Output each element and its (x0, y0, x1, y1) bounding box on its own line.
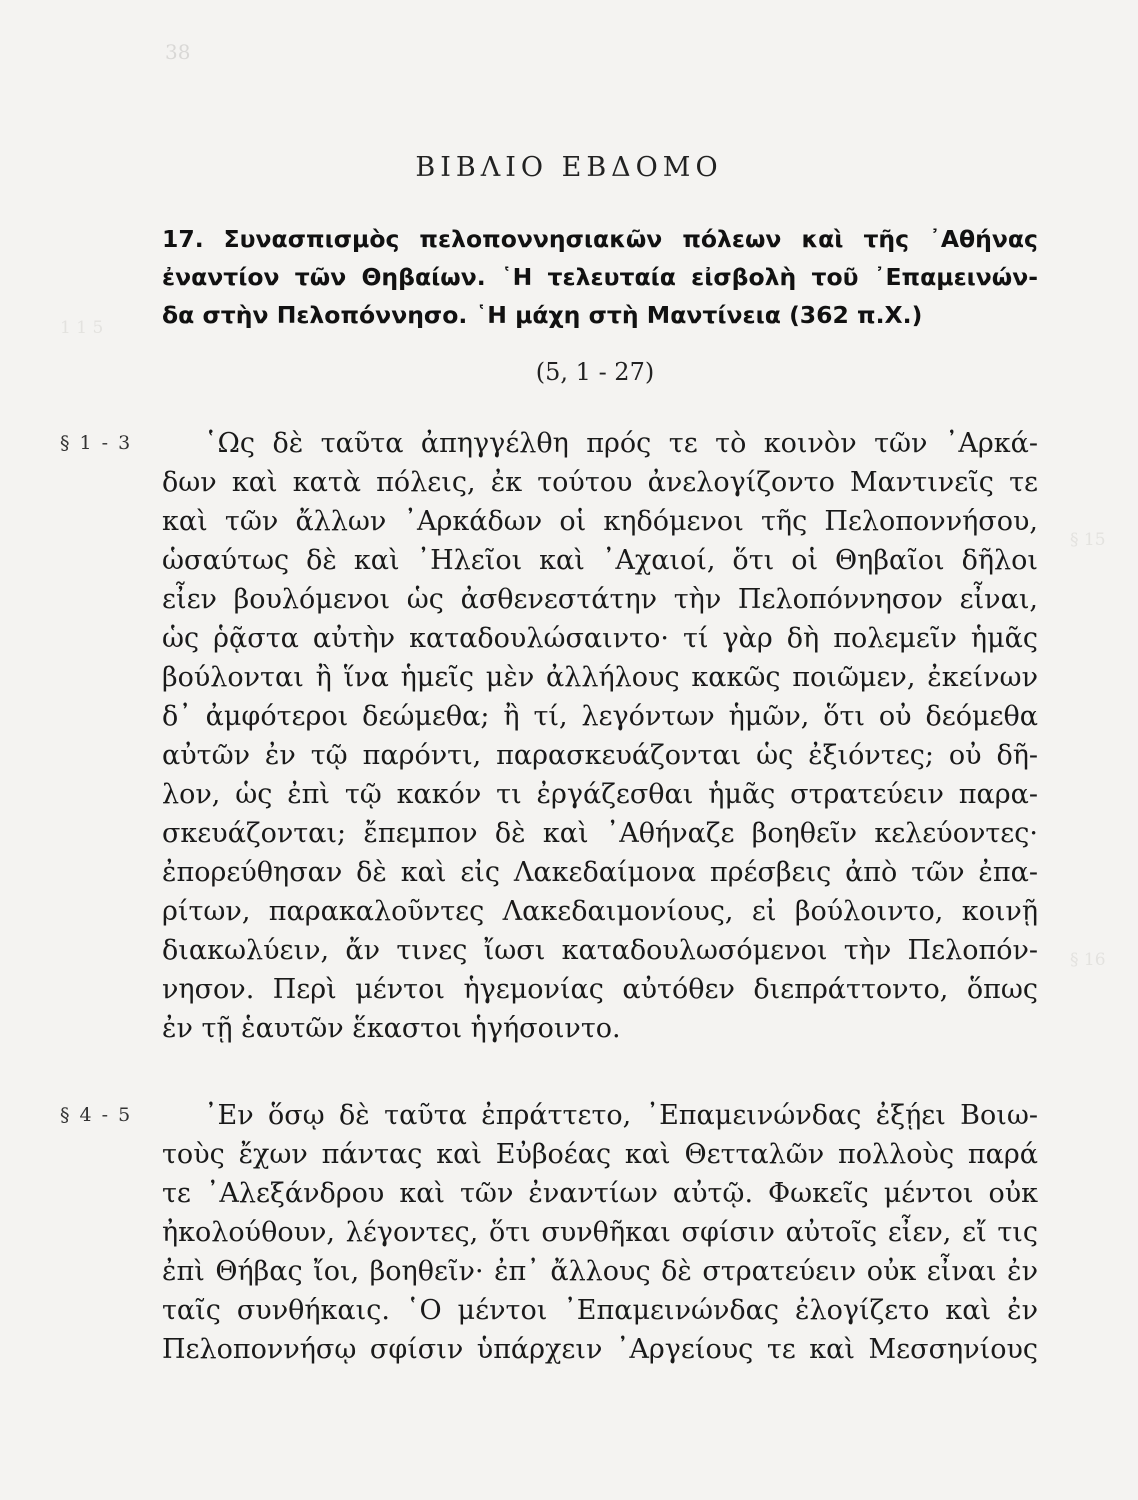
chapter-heading (162, 220, 1038, 334)
text-line: ρίτων, παρακαλοῦντες Λακεδαιμονίους, εἰ βούλοιντο, κοινῇ (162, 896, 1038, 927)
text-line: ῾Ως δὲ ταῦτα ἀπηγγέλθη πρός τε τὸ κοινὸν τῶν ᾿Αρκά- (204, 428, 1038, 459)
text-line: ἐπορεύθησαν δὲ καὶ εἰς Λακεδαίμονα πρέσβεις ἀπὸ τῶν ἐπα- (162, 857, 1038, 888)
text-line: Πελοποννήσῳ σφίσιν ὑπάρχειν ᾿Αργείους τε καὶ Μεσσηνίους (162, 1334, 1038, 1365)
text-line: αὐτῶν ἐν τῷ παρόντι, παρασκευάζονται ὡς ἐξιόντες; οὐ δῆ- (162, 740, 1038, 771)
text-line: νησον. Περὶ μέντοι ἡγεμονίας αὐτόθεν διεπράττοντο, ὅπως (162, 974, 1038, 1005)
text-line: δων καὶ κατὰ πόλεις, ἐκ τούτου ἀνελογίζοντο Μαντινεῖς τε (162, 467, 1038, 498)
text-line: ᾿Εν ὅσῳ δὲ ταῦτα ἐπράττετο, ᾿Επαμεινώνδας ἐξῄει Βοιω- (204, 1100, 1038, 1131)
text-line: ὡς ῥᾷστα αὐτὴν καταδουλώσαιντο· τί γὰρ δὴ πολεμεῖν ἡμᾶς (162, 623, 1038, 654)
section-marker: § 4 - 5 (60, 1104, 133, 1126)
text-line: τοὺς ἔχων πάντας καὶ Εὐβοέας καὶ Θετταλῶν πολλοὺς παρά (162, 1139, 1038, 1170)
book-title: ΒΙΒΛΙΟ ΕΒΔΟΜΟ (415, 152, 723, 183)
text-line: λον, ὡς ἐπὶ τῷ κακόν τι ἐργάζεσθαι ἡμᾶς στρατεύειν παρα- (162, 779, 1038, 810)
paragraph-section-1 (162, 424, 1038, 1048)
text-line: ἠκολούθουν, λέγοντες, ὅτι συνθῆκαι σφίσιν αὐτοῖς εἶεν, εἴ τις (162, 1217, 1038, 1248)
text-line: εἶεν βουλόμενοι ὡς ἀσθενεστάτην τὴν Πελοπόννησον εἶναι, (162, 584, 1038, 615)
text-line: ἐπὶ Θήβας ἴοι, βοηθεῖν· ἐπ᾿ ἄλλους δὲ στρατεύειν οὐκ εἶναι ἐν (162, 1256, 1038, 1287)
text-line: σκευάζονται; ἔπεμπον δὲ καὶ ᾿Αθήναζε βοηθεῖν κελεύοντες· (162, 818, 1038, 849)
text-line: ὡσαύτως δὲ καὶ ᾿Ηλεῖοι καὶ ᾿Αχαιοί, ὅτι οἱ Θηβαῖοι δῆλοι (162, 545, 1038, 576)
section-marker: § 1 - 3 (60, 432, 133, 454)
paragraph-section-2 (162, 1096, 1038, 1369)
text-line: διακωλύειν, ἄν τινες ἴωσι καταδουλωσόμενοι τὴν Πελοπόν- (162, 935, 1038, 966)
bleed-through-text: § 15 (1070, 530, 1106, 550)
chapter-heading-line: δα στὴν Πελοπόννησο. ῾Η μάχη στὴ Μαντίνεια (362 π.Χ.) (162, 301, 923, 329)
bleed-through-text: § 16 (1070, 950, 1106, 970)
text-line: τε ᾿Αλεξάνδρου καὶ τῶν ἐναντίων αὐτῷ. Φωκεῖς μέντοι οὐκ (162, 1178, 1038, 1209)
passage-reference: (5, 1 - 27) (535, 358, 655, 386)
text-line: καὶ τῶν ἄλλων ᾿Αρκάδων οἱ κηδόμενοι τῆς Πελοποννήσου, (162, 506, 1038, 537)
text-line: ἐν τῇ ἑαυτῶν ἕκαστοι ἡγήσοιντο. (162, 1013, 621, 1044)
text-line: δ᾿ ἀμφότεροι δεώμεθα; ἢ τί, λεγόντων ἡμῶν, ὅτι οὐ δεόμεθα (162, 701, 1038, 732)
bleed-through-text: 1 1 5 (60, 318, 104, 338)
chapter-heading-line: ἐναντίον τῶν Θηβαίων. ῾Η τελευταία εἰσβολὴ τοῦ ᾿Επαμεινών- (162, 263, 1038, 291)
text-line: ταῖς συνθήκαις. ῾Ο μέντοι ᾿Επαμεινώνδας ἐλογίζετο καὶ ἐν (162, 1295, 1038, 1326)
page-number: 38 (165, 40, 191, 64)
chapter-heading-line: 17. Συνασπισμὸς πελοποννησιακῶν πόλεων καὶ τῆς ᾿Αθήνας (162, 225, 1038, 253)
text-line: βούλονται ἢ ἵνα ἡμεῖς μὲν ἀλλήλους κακῶς ποιῶμεν, ἐκείνων (162, 662, 1038, 693)
